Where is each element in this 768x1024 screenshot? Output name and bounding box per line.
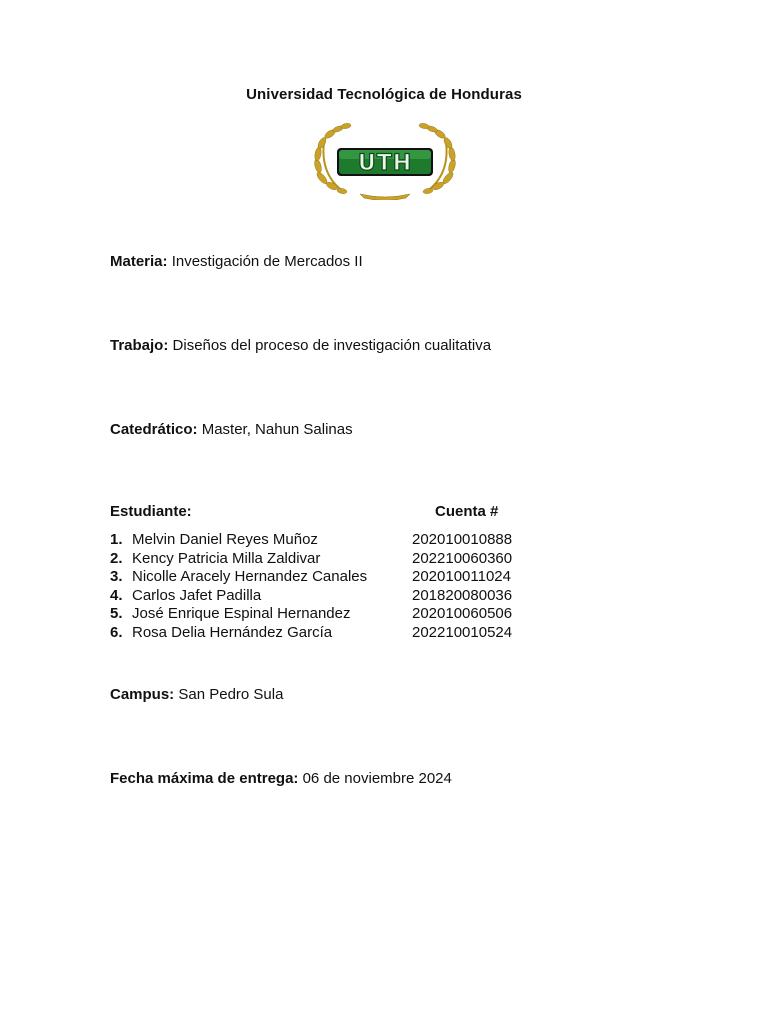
student-name: Kency Patricia Milla Zaldivar bbox=[132, 549, 321, 567]
student-account: 202210010524 bbox=[412, 623, 513, 641]
campus-label: Campus: bbox=[110, 686, 175, 703]
trabajo-value: Diseños del proceso de investigación cualitativa bbox=[172, 337, 492, 354]
list-item bbox=[110, 605, 550, 624]
list-item bbox=[110, 587, 550, 606]
materia-field bbox=[110, 253, 363, 270]
list-item bbox=[110, 531, 550, 550]
account-column-header: Cuenta # bbox=[435, 503, 499, 520]
campus-value: San Pedro Sula bbox=[178, 686, 284, 703]
due-date-field bbox=[110, 770, 452, 787]
catedratico-label: Catedrático: bbox=[110, 421, 198, 438]
page-title: Universidad Tecnológica de Honduras bbox=[246, 86, 522, 103]
list-number: 4. bbox=[110, 586, 123, 604]
students-header bbox=[110, 503, 530, 520]
trabajo-field bbox=[110, 337, 491, 354]
campus-field bbox=[110, 686, 283, 703]
student-account: 202010060506 bbox=[412, 605, 513, 622]
due-date-value: 06 de noviembre 2024 bbox=[302, 770, 452, 787]
student-account: 202210060360 bbox=[412, 549, 513, 567]
list-number: 6. bbox=[110, 623, 123, 641]
list-item bbox=[110, 568, 550, 587]
student-column-header: Estudiante: bbox=[110, 503, 192, 520]
list-number: 3. bbox=[110, 568, 123, 585]
catedratico-field bbox=[110, 421, 353, 438]
student-name: Nicolle Aracely Hernandez Canales bbox=[132, 568, 368, 585]
list-item bbox=[110, 550, 550, 569]
trabajo-label: Trabajo: bbox=[110, 337, 169, 354]
student-name: Carlos Jafet Padilla bbox=[132, 586, 262, 604]
materia-value: Investigación de Mercados II bbox=[171, 253, 363, 270]
list-item bbox=[110, 624, 550, 643]
student-name: Rosa Delia Hernández García bbox=[132, 623, 333, 641]
list-number: 1. bbox=[110, 531, 123, 548]
student-account: 202010011024 bbox=[412, 568, 511, 585]
ribbon-icon bbox=[360, 194, 410, 200]
list-number: 2. bbox=[110, 549, 123, 567]
student-name: Melvin Daniel Reyes Muñoz bbox=[132, 531, 318, 548]
student-account: 201820080036 bbox=[412, 586, 513, 604]
list-number: 5. bbox=[110, 605, 123, 622]
uth-logo bbox=[310, 120, 460, 200]
materia-label: Materia: bbox=[110, 253, 168, 270]
logo-text: UTH bbox=[357, 151, 413, 176]
due-date-label: Fecha máxima de entrega: bbox=[110, 770, 299, 787]
students-list bbox=[110, 531, 550, 642]
student-account: 202010010888 bbox=[412, 531, 513, 548]
catedratico-value: Master, Nahun Salinas bbox=[201, 421, 353, 438]
student-name: José Enrique Espinal Hernandez bbox=[132, 605, 351, 622]
